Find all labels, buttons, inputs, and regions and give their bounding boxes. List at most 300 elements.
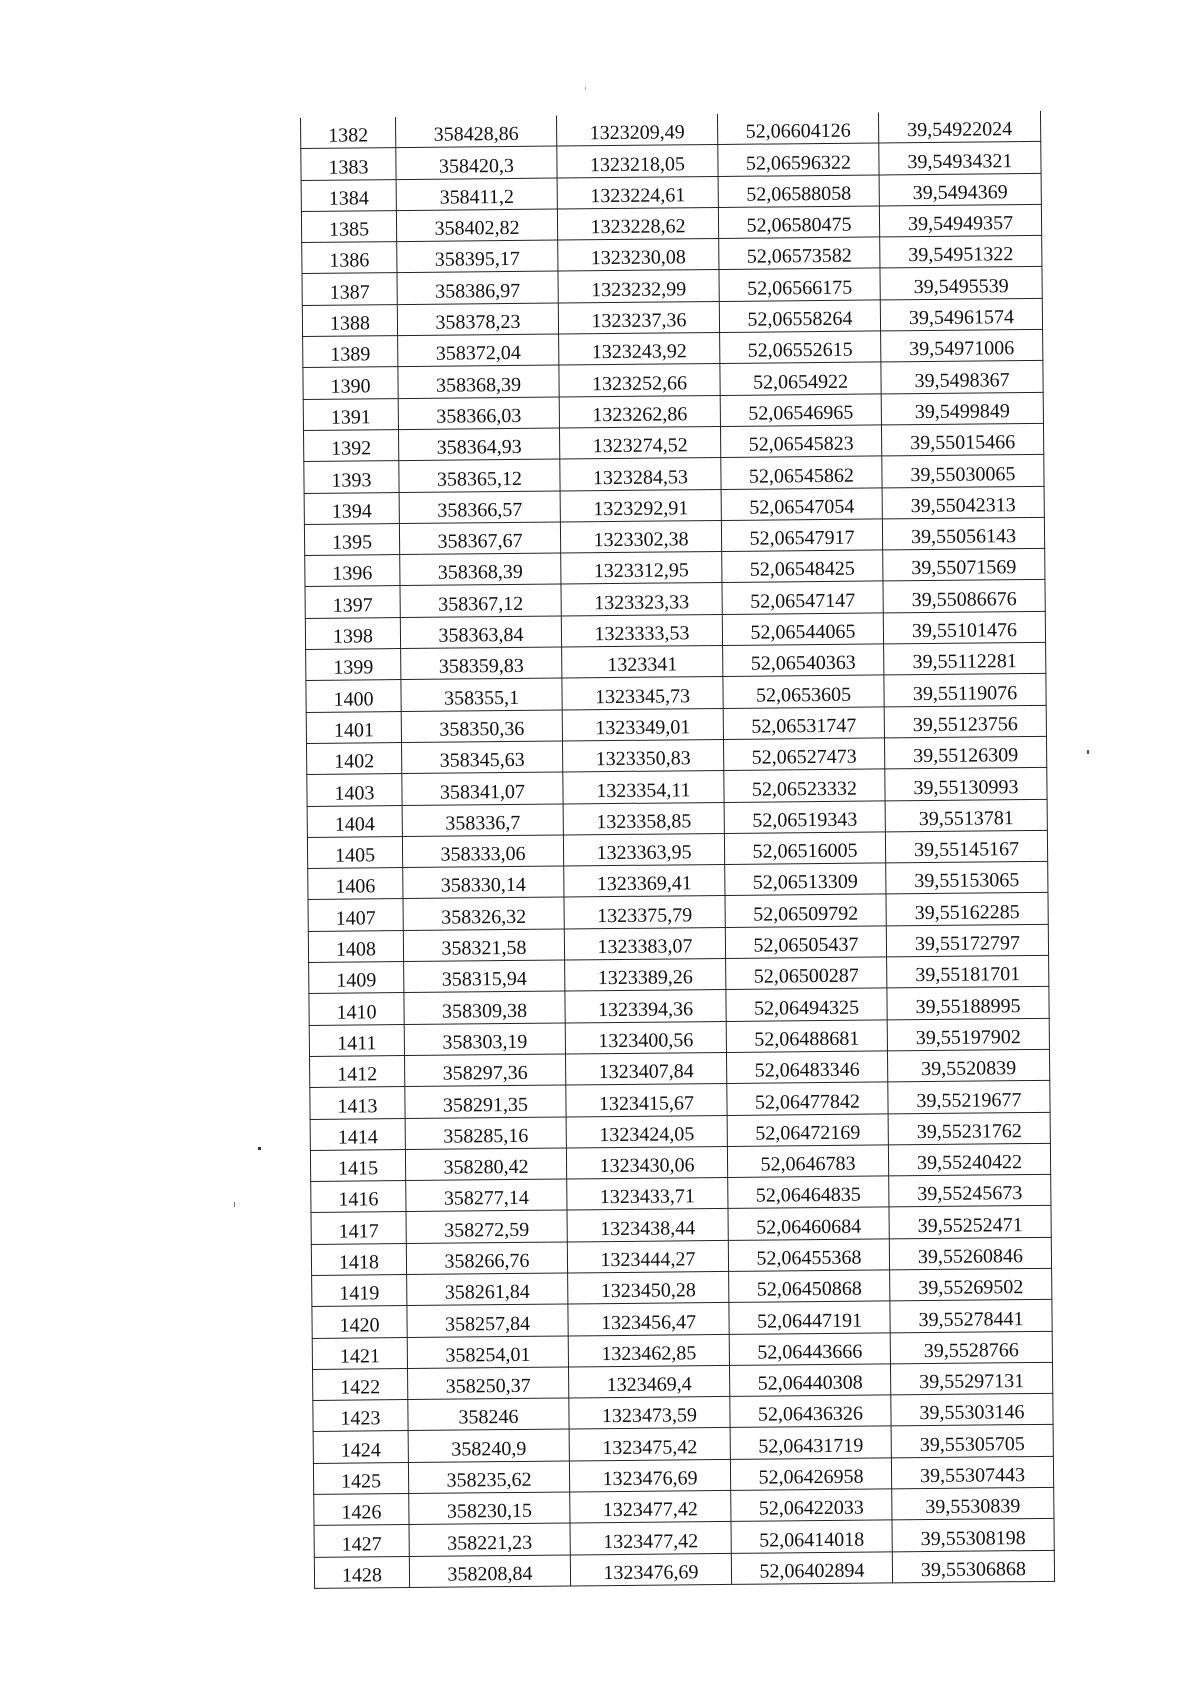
cell-text: 52,06527473 [751,745,857,769]
cell-text: 39,54934321 [907,149,1013,173]
cell-text: 1411 [337,1032,377,1055]
table-cell [726,1020,887,1053]
cell-text: 1323302,38 [593,528,689,552]
table-cell [884,736,1046,769]
cell-text: 52,06531747 [751,714,857,738]
table-cell [305,586,400,618]
table-cell [404,991,565,1024]
table-cell [721,456,882,489]
scan-speck [1087,750,1089,754]
table-cell [729,1332,890,1365]
table-cell [718,175,879,208]
cell-text: 39,55015466 [910,431,1016,455]
table-cell [559,333,720,366]
cell-text: 52,06431719 [758,1434,864,1458]
table-cell [560,458,721,491]
cell-text: 1323262,86 [592,403,688,427]
cell-text: 1323477,42 [602,1498,698,1522]
table-cell [565,1021,726,1054]
table-cell [307,836,402,868]
table-cell [301,179,396,211]
cell-text: 1323349,01 [595,716,691,740]
cell-text: 39,55240422 [916,1151,1023,1175]
table-cell [728,1207,889,1240]
cell-text: 358272,59 [444,1218,530,1242]
cell-text: 1323456,47 [600,1310,697,1334]
cell-text: 1323292,91 [593,497,689,521]
table-cell [303,398,398,430]
table-cell [566,1146,727,1179]
table-cell [397,240,558,273]
cell-text: 1323475,42 [602,1436,698,1459]
table-cell [889,1237,1051,1270]
cell-text: 1394 [331,500,372,523]
table-cell [398,365,559,398]
table-cell [727,1113,888,1146]
cell-text: 39,55130993 [913,775,1019,799]
table-cell [405,1116,566,1149]
cell-text: 1323284,53 [592,465,689,489]
cell-text: 1402 [334,750,375,773]
cell-text: 39,55112281 [912,650,1017,674]
cell-text: 1323462,85 [601,1342,697,1366]
cell-text: 1418 [338,1251,380,1274]
cell-text: 52,06464835 [755,1184,861,1208]
cell-text: 39,5498367 [914,368,1010,392]
table-cell [313,1431,408,1463]
cell-text: 52,06460684 [756,1215,862,1239]
cell-text: 52,06546965 [748,401,854,425]
cell-text: 358303,19 [442,1030,528,1054]
table-cell [307,774,402,806]
table-cell [718,206,879,239]
cell-text: 52,06548425 [749,558,855,582]
cell-text: 358321,58 [441,936,527,960]
table-cell [401,678,562,711]
table-cell [399,491,560,524]
table-cell [560,520,721,553]
cell-text: 1323424,05 [599,1123,695,1146]
table-cell [399,459,560,492]
table-cell [886,924,1048,957]
cell-text: 358330,14 [440,874,526,898]
table-cell [568,1303,729,1336]
cell-text: 1391 [330,406,371,429]
table-cell [720,331,881,364]
cell-text: 358345,63 [439,749,525,772]
cell-text: 1403 [334,781,375,805]
cell-text: 358208,84 [447,1562,533,1586]
table-cell [884,705,1046,738]
table-cell [407,1304,568,1337]
table-cell [308,930,403,962]
cell-text: 1323230,08 [590,246,686,270]
table-cell [728,1239,889,1272]
table-cell [310,1118,405,1150]
table-cell [397,303,558,336]
cell-text: 1424 [340,1439,381,1462]
cell-text: 39,55181701 [915,963,1021,987]
cell-text: 358297,36 [442,1062,528,1085]
table-cell [302,304,397,336]
cell-text: 1413 [337,1094,378,1118]
cell-text: 1323394,36 [597,997,694,1021]
cell-text: 358341,07 [439,780,526,804]
table-cell [407,1273,568,1306]
table-cell [731,1552,892,1585]
cell-text: 39,55172797 [914,932,1021,956]
cell-text: 358261,84 [444,1281,530,1304]
table-cell [303,367,398,399]
table-cell [888,1143,1050,1176]
table-cell [311,1181,406,1213]
table-cell [305,617,400,649]
cell-text: 52,06588058 [746,182,852,206]
table-cell [720,425,881,458]
table-cell [887,987,1049,1020]
cell-text: 1417 [338,1219,379,1243]
table-cell [566,1115,727,1148]
table-cell [398,397,559,430]
cell-text: 52,06494325 [753,996,860,1020]
cell-text: 52,06455368 [756,1246,862,1270]
table-cell [562,646,723,679]
cell-text: 39,55030065 [910,462,1016,486]
cell-text: 39,55056143 [910,525,1017,549]
cell-text: 39,54971006 [909,337,1015,361]
cell-text: 39,55101476 [911,619,1018,643]
table-cell [314,1494,409,1526]
table-cell [559,395,720,428]
table-cell [723,707,884,740]
table-cell [402,835,563,868]
cell-text: 1395 [331,531,373,554]
table-cell [890,1331,1052,1364]
table-cell [719,300,880,333]
table-cell [308,868,403,900]
table-cell [725,926,886,959]
cell-text: 52,06545862 [748,464,855,488]
cell-text: 1409 [336,969,377,993]
table-cell [886,861,1048,894]
cell-text: 52,06552615 [747,339,853,363]
table-cell [404,960,565,993]
cell-text: 1397 [332,594,373,617]
cell-text: 52,06596322 [745,151,852,175]
table-cell [730,1458,891,1491]
cell-text: 1419 [339,1282,380,1305]
table-cell [891,1456,1053,1489]
table-cell [883,580,1045,613]
table-cell [407,1336,568,1369]
cell-text: 39,5520839 [921,1057,1017,1081]
table-cell [889,1206,1051,1239]
cell-text: 1428 [341,1564,383,1587]
table-cell [883,549,1045,582]
cell-text: 39,55071569 [911,556,1017,580]
table-cell [309,1024,404,1056]
table-cell [880,236,1042,269]
cell-text: 52,06540363 [750,652,856,676]
table-cell [303,336,398,368]
table-cell [403,866,564,899]
cell-text: 39,55123756 [912,713,1018,737]
cell-text: 1405 [334,844,376,867]
cell-text: 52,06422033 [758,1497,864,1521]
cell-text: 1412 [337,1063,378,1086]
cell-text: 52,06414018 [759,1528,865,1552]
cell-text: 39,54961574 [908,306,1015,330]
cell-text: 1385 [328,218,370,241]
table-cell [562,677,723,710]
table-cell [565,990,726,1023]
cell-text: 1323345,73 [594,684,691,708]
table-cell [568,1271,729,1304]
table-cell [565,1052,726,1085]
table-cell [722,613,883,646]
table-cell [881,361,1043,394]
cell-text: 1393 [331,468,372,492]
cell-text: 39,55303146 [919,1401,1025,1425]
table-cell [890,1362,1052,1395]
cell-text: 39,55307443 [919,1464,1026,1488]
cell-text: 39,5499849 [914,400,1010,424]
cell-text: 1323438,44 [600,1216,696,1240]
table-cell [722,581,883,614]
table-cell [563,833,724,866]
cell-text: 1323312,95 [593,559,689,583]
table-cell [306,649,401,681]
cell-text: 39,54922024 [907,118,1013,142]
table-cell [405,1085,566,1118]
table-cell [885,830,1047,863]
table-cell [886,893,1048,926]
table-cell [565,958,726,991]
cell-text: 358420,3 [438,154,515,178]
cell-text: 52,06500287 [753,964,859,988]
table-cell [566,1084,727,1117]
cell-text: 1416 [338,1188,379,1212]
table-cell [881,329,1043,362]
cell-text: 358402,82 [434,217,520,240]
cell-text: 52,06483346 [754,1058,860,1082]
table-cell [401,710,562,743]
table-cell [408,1398,569,1431]
table-cell [559,364,720,397]
table-cell [569,1397,730,1430]
cell-text: 358333,06 [440,842,526,866]
cell-text: 52,06450868 [756,1277,862,1301]
table-cell [564,865,725,898]
table-cell [729,1364,890,1397]
cell-text: 1323354,11 [596,778,691,802]
cell-text: 52,06573582 [746,245,852,269]
table-cell [885,768,1047,801]
cell-text: 1415 [337,1157,379,1180]
cell-text: 1323415,67 [598,1091,695,1115]
cell-text: 39,55086676 [911,587,1017,611]
cell-text: 358411,2 [439,185,514,209]
cell-text: 52,0653605 [755,683,852,707]
table-cell [396,146,557,179]
table-cell [558,301,719,334]
table-cell [310,1087,405,1119]
cell-text: 52,06447191 [756,1309,863,1333]
table-cell [304,461,399,493]
table-cell [304,523,399,555]
table-cell [313,1368,408,1400]
cell-text: 1323252,66 [591,371,688,395]
cell-text: 39,5513781 [918,807,1014,830]
cell-text: 52,06402894 [759,1559,865,1583]
cell-text: 1396 [332,562,373,586]
table-cell [402,772,563,805]
table-cell [568,1334,729,1367]
table-cell [314,1556,409,1588]
cell-text: 1386 [329,249,370,273]
table-cell [311,1243,406,1275]
table-cell [719,268,880,301]
table-cell [396,209,557,242]
cell-text: 39,5494369 [912,181,1008,205]
table-cell [721,519,882,552]
cell-text: 52,06547147 [750,589,856,613]
table-cell [301,210,396,242]
cell-text: 39,55231762 [916,1119,1022,1143]
cell-text: 39,5530839 [925,1495,1021,1519]
cell-text: 39,54951322 [908,243,1014,267]
cell-text: 1382 [328,124,369,148]
cell-text: 52,06472169 [755,1121,861,1145]
table-cell [725,894,886,927]
cell-text: 358277,14 [443,1187,529,1211]
table-cell [724,769,885,802]
table-cell [564,927,725,960]
table-cell [722,550,883,583]
cell-text: 1323476,69 [602,1467,698,1491]
cell-text: 39,5528766 [923,1339,1019,1362]
table-cell [397,272,558,305]
table-cell [403,897,564,930]
cell-text: 1323323,33 [594,591,690,614]
cell-text: 52,06426958 [758,1465,864,1489]
table-cell [723,738,884,771]
cell-text: 1392 [331,437,372,460]
table-cell [398,428,559,461]
cell-text: 358378,23 [435,310,521,334]
table-cell [304,492,399,524]
cell-text: 1323473,59 [601,1404,698,1428]
cell-text: 1323237,36 [591,309,687,333]
cell-text: 1422 [340,1376,381,1399]
table-cell [879,173,1041,206]
cell-text: 39,55306868 [920,1558,1027,1582]
table-cell [720,394,881,427]
table-cell [400,553,561,586]
table-cell [570,1522,731,1555]
table-cell [888,1112,1050,1145]
cell-text: 52,06604126 [745,120,851,144]
cell-text: 39,55162285 [914,900,1020,924]
cell-text: 358363,84 [438,623,524,647]
cell-text: 39,55197902 [915,1026,1021,1050]
coordinates-table-body [300,111,1054,1588]
table-cell [890,1300,1052,1333]
cell-text: 1323450,28 [600,1279,696,1303]
table-cell [408,1461,569,1494]
table-cell [879,204,1041,237]
cell-text: 39,55153065 [914,869,1020,893]
table-cell [881,423,1043,456]
table-cell [889,1174,1051,1207]
cell-text: 358221,23 [447,1531,533,1555]
table-cell [890,1268,1052,1301]
cell-text: 52,06505437 [753,933,859,957]
cell-text: 52,06509792 [753,902,859,926]
cell-text: 52,0654922 [752,370,849,394]
table-cell [564,896,725,929]
cell-text: 1323350,83 [595,747,691,771]
table-cell [312,1275,407,1307]
table-cell [309,962,404,994]
table-cell [301,148,396,180]
table-cell [408,1429,569,1462]
cell-text: 52,0646783 [760,1152,856,1176]
table-cell [880,298,1042,331]
cell-text: 358336,7 [445,811,521,835]
table-cell [558,270,719,303]
table-cell [727,1145,888,1178]
cell-text: 1407 [335,907,376,930]
table-cell [570,1553,731,1586]
table-cell [892,1550,1054,1583]
cell-text: 358364,93 [436,436,522,459]
table-cell [312,1337,407,1369]
cell-text: 52,06523332 [751,777,858,801]
table-cell [724,800,885,833]
table-cell [887,955,1049,988]
cell-text: 1384 [328,187,369,210]
table-cell [561,614,722,647]
table-cell [723,644,884,677]
cell-text: 52,06477842 [754,1090,861,1114]
cell-text: 1323218,05 [589,152,686,176]
table-cell [406,1242,567,1275]
table-cell [719,237,880,270]
table-cell [721,487,882,520]
cell-text: 52,06566175 [747,276,853,300]
table-cell [562,708,723,741]
scan-speck [585,87,586,90]
cell-text: 39,55305705 [919,1432,1025,1456]
table-cell [720,362,881,395]
table-cell [312,1306,407,1338]
cell-text: 39,55219677 [916,1088,1022,1112]
table-cell [308,899,403,931]
table-cell [880,267,1042,300]
cell-text: 1323228,62 [590,215,686,239]
cell-text: 358428,86 [433,123,519,147]
cell-text: 52,06513309 [752,871,858,895]
cell-text: 1423 [340,1407,381,1431]
table-cell [718,143,879,176]
table-cell [300,117,395,149]
cell-text: 1387 [329,281,370,304]
table-cell [560,489,721,522]
table-cell [395,116,556,148]
cell-text: 1406 [335,875,376,899]
cell-text: 39,55297131 [919,1370,1025,1394]
